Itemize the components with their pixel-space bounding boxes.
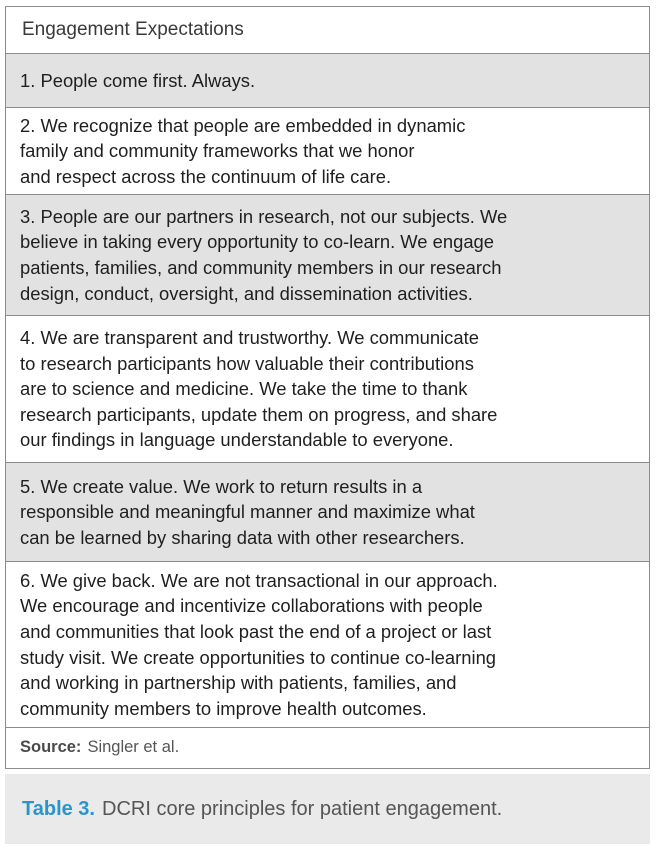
table-row [6,54,649,108]
table-row [6,316,649,463]
caption-text: DCRI core principles for patient engagement. [102,797,503,820]
table-caption [5,774,650,844]
engagement-table [5,6,650,769]
row-text: 1. People come first. Always. [20,69,256,91]
table-row [6,108,649,195]
table-row [6,195,649,316]
source-line [6,728,649,766]
row-text: 5. We create value. We work to return results in a responsible and meaningful manner and maximize what can be learned by sharing data with other researchers. [20,475,475,548]
table-row [6,562,649,728]
row-text: 6. We give back. We are not transactional in our approach. We encourage and incentivize collaborations with people and communities that look past the end of a project or last study visit. We create opportunities to continue co-learning and working in partnership with patients, families, and community members to improve health outcomes. [20,569,498,719]
source-label: Source: [20,737,82,756]
table-title: Engagement Expectations [6,7,649,54]
row-text: 3. People are our partners in research, not our subjects. We believe in taking every opportunity to co-learn. We engage patients, families, and community members in our research design, conduct, oversight, and dissemination activities. [20,205,508,304]
source-text: Singler et al. [87,737,180,756]
row-text: 4. We are transparent and trustworthy. We communicate to research participants how valuable their contributions are to science and medicine. We take the time to thank research participants, update them on progress, and share our findings in language understandable to everyone. [20,327,498,451]
row-text: 2. We recognize that people are embedded in dynamic family and community frameworks that we honor and respect across the continuum of life care. [20,114,466,187]
table-row [6,463,649,562]
caption-label: Table 3. [22,797,95,820]
